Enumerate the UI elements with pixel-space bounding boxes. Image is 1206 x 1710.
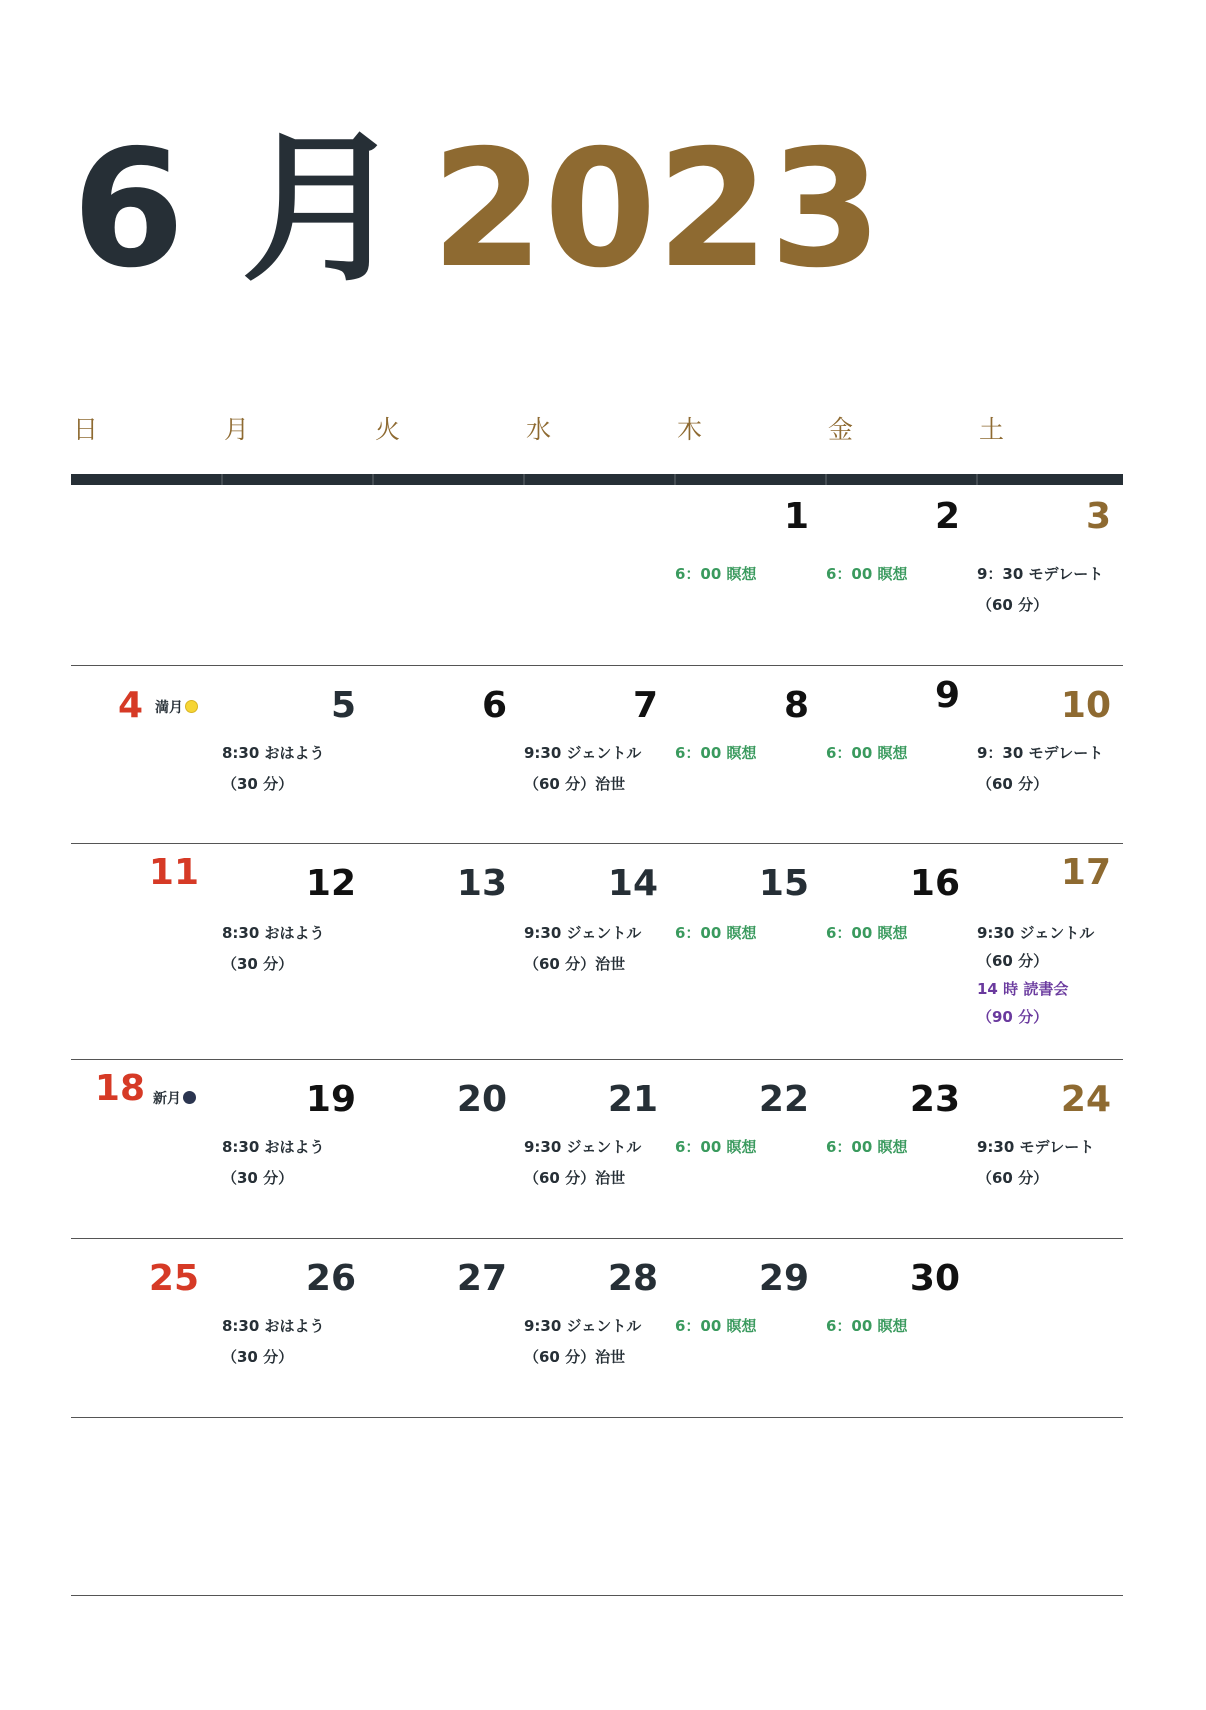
event-moderate: 9：30 モデレート [977, 565, 1104, 583]
day-number: 6 [481, 685, 507, 726]
day-cell[interactable] [222, 1250, 372, 1410]
week-divider [71, 665, 1123, 666]
new-moon-icon [183, 1091, 196, 1104]
day-number: 10 [1060, 685, 1111, 726]
page-title [72, 115, 882, 305]
event-reading: 14 時 読書会 [977, 980, 1069, 998]
day-number: 27 [456, 1258, 507, 1299]
day-cell[interactable] [675, 855, 825, 1055]
event-meditation: 6：00 瞑想 [826, 1317, 908, 1335]
title-month: 6 月 [72, 116, 404, 304]
day-cell[interactable] [524, 1250, 674, 1410]
event-gentle: 9:30 ジェントル [524, 744, 642, 762]
weekday-sun: 日 [73, 415, 99, 444]
event-duration: （30 分） [222, 775, 294, 793]
weekday-wed: 水 [526, 415, 552, 444]
event-meditation: 6：00 瞑想 [675, 924, 757, 942]
day-cell[interactable] [373, 1250, 523, 1410]
event-meditation: 6：00 瞑想 [826, 1138, 908, 1156]
day-number: 23 [909, 1079, 960, 1120]
event-moderate: 9：30 モデレート [977, 744, 1104, 762]
week-divider [71, 1238, 1123, 1239]
event-meditation: 6：00 瞑想 [826, 565, 908, 583]
event-duration: （90 分） [977, 1008, 1049, 1026]
day-cell[interactable] [524, 855, 674, 1055]
event-meditation: 6：00 瞑想 [675, 1138, 757, 1156]
event-duration: （60 分）治世 [524, 955, 626, 973]
event-meditation: 6：00 瞑想 [675, 744, 757, 762]
day-number: 11 [148, 852, 199, 893]
weekday-thu: 木 [677, 415, 703, 444]
day-number: 22 [758, 1079, 809, 1120]
day-cell[interactable] [222, 855, 372, 1055]
event-meditation: 6：00 瞑想 [675, 565, 757, 583]
day-number: 29 [758, 1258, 809, 1299]
day-cell[interactable] [222, 1071, 372, 1231]
event-duration: （30 分） [222, 1348, 294, 1366]
day-cell[interactable] [977, 488, 1127, 658]
divider-tick [825, 474, 827, 485]
full-moon-label [155, 697, 198, 717]
day-number: 19 [305, 1079, 356, 1120]
day-number: 28 [607, 1258, 658, 1299]
weekday-tue: 火 [375, 415, 401, 444]
weekday-sat: 土 [979, 415, 1005, 444]
weekday-mon: 月 [224, 415, 250, 444]
day-cell[interactable] [71, 1250, 221, 1410]
event-moderate: 9:30 モデレート [977, 1138, 1095, 1156]
week-divider [71, 1417, 1123, 1418]
day-number: 20 [456, 1079, 507, 1120]
day-number: 4 [117, 685, 143, 726]
event-meditation: 6：00 瞑想 [675, 1317, 757, 1335]
day-cell[interactable] [524, 677, 674, 837]
new-moon-text: 新月 [153, 1091, 181, 1107]
title-year: 2023 [431, 116, 883, 304]
week-divider [71, 843, 1123, 844]
day-number: 24 [1060, 1079, 1111, 1120]
day-cell[interactable] [373, 677, 523, 837]
day-cell[interactable] [373, 855, 523, 1055]
week-divider [71, 1595, 1123, 1596]
event-meditation: 6：00 瞑想 [826, 744, 908, 762]
divider-tick [674, 474, 676, 485]
day-cell[interactable] [826, 1071, 976, 1231]
day-number: 9 [934, 675, 960, 716]
day-cell[interactable] [977, 1071, 1127, 1231]
event-ohayou: 8:30 おはよう [222, 744, 325, 762]
day-cell[interactable] [826, 488, 976, 658]
day-number: 15 [758, 863, 809, 904]
day-number: 30 [909, 1258, 960, 1299]
day-number: 13 [456, 863, 507, 904]
event-duration: （60 分） [977, 596, 1049, 614]
event-meditation: 6：00 瞑想 [826, 924, 908, 942]
day-number: 7 [632, 685, 658, 726]
event-gentle: 9:30 ジェントル [524, 924, 642, 942]
day-number: 17 [1060, 852, 1111, 893]
header-divider [71, 474, 1123, 485]
day-cell[interactable] [675, 488, 825, 658]
event-duration: （60 分） [977, 1169, 1049, 1187]
day-number: 16 [909, 863, 960, 904]
week-divider [71, 1059, 1123, 1060]
event-duration: （60 分）治世 [524, 1348, 626, 1366]
day-cell[interactable] [222, 677, 372, 837]
day-cell[interactable] [71, 677, 221, 837]
day-number: 18 [94, 1068, 145, 1109]
event-duration: （30 分） [222, 1169, 294, 1187]
divider-tick [221, 474, 223, 485]
day-number: 1 [783, 496, 809, 537]
event-duration: （30 分） [222, 955, 294, 973]
day-cell[interactable] [977, 852, 1127, 1055]
event-gentle: 9:30 ジェントル [524, 1317, 642, 1335]
day-cell[interactable] [675, 1250, 825, 1410]
day-cell[interactable] [675, 677, 825, 837]
event-duration: （60 分） [977, 775, 1049, 793]
event-duration: （60 分）治世 [524, 1169, 626, 1187]
event-duration: （60 分） [977, 952, 1049, 970]
divider-tick [372, 474, 374, 485]
new-moon-label [153, 1088, 196, 1108]
day-cell[interactable] [71, 1068, 221, 1231]
divider-tick [523, 474, 525, 485]
weekday-header [71, 410, 1123, 450]
event-ohayou: 8:30 おはよう [222, 1138, 325, 1156]
day-cell[interactable] [71, 852, 221, 1055]
day-number: 3 [1085, 496, 1111, 537]
day-number: 12 [305, 863, 356, 904]
event-duration: （60 分）治世 [524, 775, 626, 793]
day-number: 25 [148, 1258, 199, 1299]
event-gentle: 9:30 ジェントル [977, 924, 1095, 942]
day-number: 8 [783, 685, 809, 726]
day-number: 21 [607, 1079, 658, 1120]
day-cell[interactable] [826, 855, 976, 1055]
day-cell[interactable] [373, 1071, 523, 1231]
full-moon-text: 満月 [155, 700, 183, 716]
full-moon-icon [185, 700, 198, 713]
event-ohayou: 8:30 おはよう [222, 1317, 325, 1335]
day-cell[interactable] [977, 677, 1127, 837]
divider-tick [976, 474, 978, 485]
event-ohayou: 8:30 おはよう [222, 924, 325, 942]
day-cell[interactable] [826, 677, 976, 837]
day-cell[interactable] [675, 1071, 825, 1231]
day-cell[interactable] [524, 1071, 674, 1231]
day-number: 5 [330, 685, 356, 726]
day-number: 26 [305, 1258, 356, 1299]
day-number: 2 [934, 496, 960, 537]
day-number: 14 [607, 863, 658, 904]
weekday-fri: 金 [828, 415, 854, 444]
event-gentle: 9:30 ジェントル [524, 1138, 642, 1156]
day-cell[interactable] [826, 1250, 976, 1410]
